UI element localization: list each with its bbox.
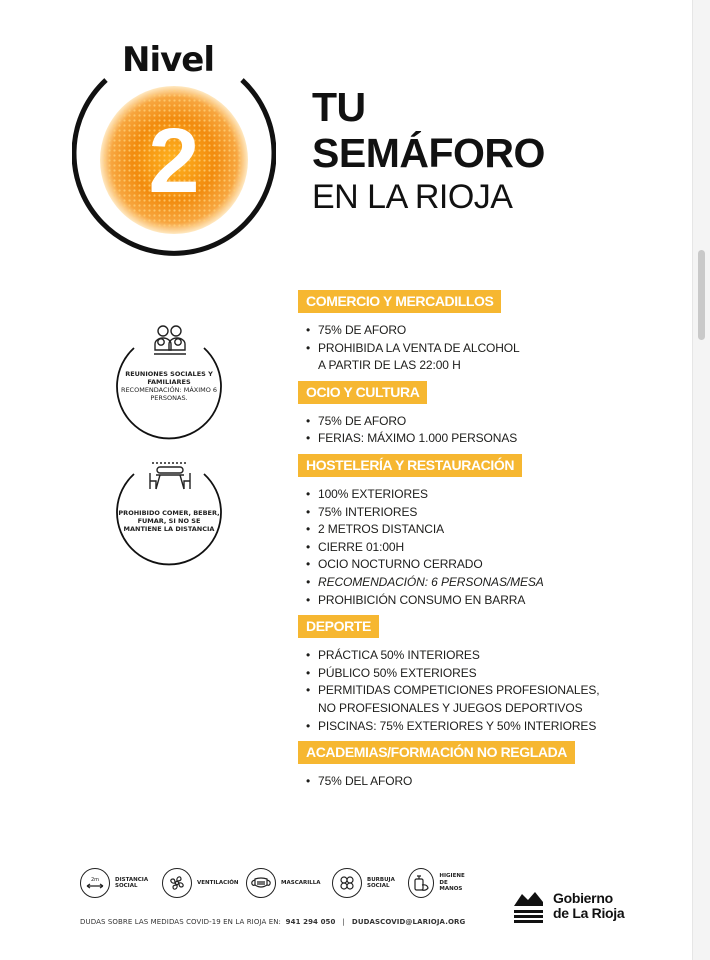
contact-email[interactable]: DUDASCOVID@LARIOJA.ORG <box>351 918 466 926</box>
list-item: • PROHIBIDA LA VENTA DE ALCOHOL A PARTIR DE LAS 22:00 H <box>306 340 618 375</box>
list-item: • 75% DEL AFORO <box>306 773 618 791</box>
section-items <box>298 413 618 448</box>
section-block <box>298 615 618 735</box>
list-item: • PRÁCTICA 50% INTERIORES <box>306 647 618 665</box>
scrollbar-thumb[interactable] <box>698 250 705 340</box>
list-item: • 75% DE AFORO <box>306 413 618 431</box>
section-heading: COMERCIO Y MERCADILLOS <box>298 290 501 313</box>
social-bubble-icon <box>332 868 362 898</box>
list-item: • PROHIBICIÓN CONSUMO EN BARRA <box>306 592 618 610</box>
title-line-3: EN LA RIOJA <box>312 178 513 216</box>
list-item: • 2 METROS DISTANCIA <box>306 521 618 539</box>
footer-item-distance <box>80 868 148 898</box>
contact-text: DUDAS SOBRE LAS MEDIDAS COVID-19 EN LA RIOJA EN: <box>80 918 282 926</box>
list-item: • 75% DE AFORO <box>306 322 618 340</box>
section-block <box>298 290 618 375</box>
section-heading: ACADEMIAS/FORMACIÓN NO REGLADA <box>298 741 575 764</box>
section-items <box>298 322 618 375</box>
face-mask-icon <box>246 868 276 898</box>
side-note-eating <box>118 509 220 533</box>
level-number: 2 <box>148 110 200 212</box>
list-item: • PERMITIDAS COMPETICIONES PROFESIONALES, NO PROFESIONALES Y JUEGOS DEPORTIVOS <box>306 682 618 717</box>
title-line-1: TU <box>312 84 366 130</box>
gobierno-rioja-name: Gobierno de La Rioja <box>553 890 625 921</box>
section-items <box>298 486 618 609</box>
section-block <box>298 741 618 791</box>
footer-item-bubble <box>332 868 395 898</box>
contact-phone[interactable]: 941 294 050 <box>285 918 336 926</box>
contact-separator: | <box>342 918 345 926</box>
list-item: • PÚBLICO 50% EXTERIORES <box>306 665 618 683</box>
ventilation-fan-icon <box>162 868 192 898</box>
distance-badge: 2m <box>90 877 100 883</box>
footer-item-ventilation <box>162 868 239 898</box>
measures-list <box>298 290 618 797</box>
footer-label-bubble: BURBUJA SOCIAL <box>367 876 395 889</box>
side-note-eating-title: PROHIBIDO COMER, BEBER, FUMAR, SI NO SE MANTIENE LA DISTANCIA <box>118 509 220 533</box>
nivel-label: Nivel <box>122 40 214 80</box>
list-item: • CIERRE 01:00H <box>306 539 618 557</box>
footer-label-ventilation: VENTILACIÓN <box>197 879 239 886</box>
section-items <box>298 647 618 735</box>
distance-arrows-icon <box>80 868 110 898</box>
footer-item-hygiene <box>408 868 468 898</box>
footer-item-mask <box>246 868 321 898</box>
list-item: • FERIAS: MÁXIMO 1.000 PERSONAS <box>306 430 618 448</box>
list-item: • OCIO NOCTURNO CERRADO <box>306 556 618 574</box>
section-heading: HOSTELERÍA Y RESTAURACIÓN <box>298 454 522 477</box>
footer-label-distance: DISTANCIA SOCIAL <box>115 876 149 889</box>
section-items <box>298 773 618 791</box>
section-block <box>298 381 618 448</box>
section-block <box>298 454 618 609</box>
footer-label-hygiene: HIGIENE DE MANOS <box>439 873 465 893</box>
scrollbar-track[interactable] <box>692 0 710 960</box>
section-heading: OCIO Y CULTURA <box>298 381 427 404</box>
contact-line <box>80 918 465 926</box>
title-line-2: SEMÁFORO <box>312 130 545 176</box>
side-note-meetings <box>118 370 220 402</box>
list-item: • 75% INTERIORES <box>306 504 618 522</box>
page-title <box>312 84 545 218</box>
people-group-icon <box>152 322 188 358</box>
list-item: • RECOMENDACIÓN: 6 PERSONAS/MESA <box>306 574 618 592</box>
list-item: • PISCINAS: 75% EXTERIORES Y 50% INTERIORES <box>306 718 618 736</box>
section-heading: DEPORTE <box>298 615 379 638</box>
side-note-meetings-detail: RECOMENDACIÓN: MÁXIMO 6 PERSONAS. <box>120 386 218 402</box>
footer-label-mask: MASCARILLA <box>281 879 321 886</box>
level-indicator <box>72 58 276 262</box>
side-note-meetings-title: REUNIONES SOCIALES Y FAMILIARES <box>125 370 213 386</box>
hand-hygiene-icon <box>408 868 434 898</box>
dining-table-icon <box>146 459 194 495</box>
list-item: • 100% EXTERIORES <box>306 486 618 504</box>
